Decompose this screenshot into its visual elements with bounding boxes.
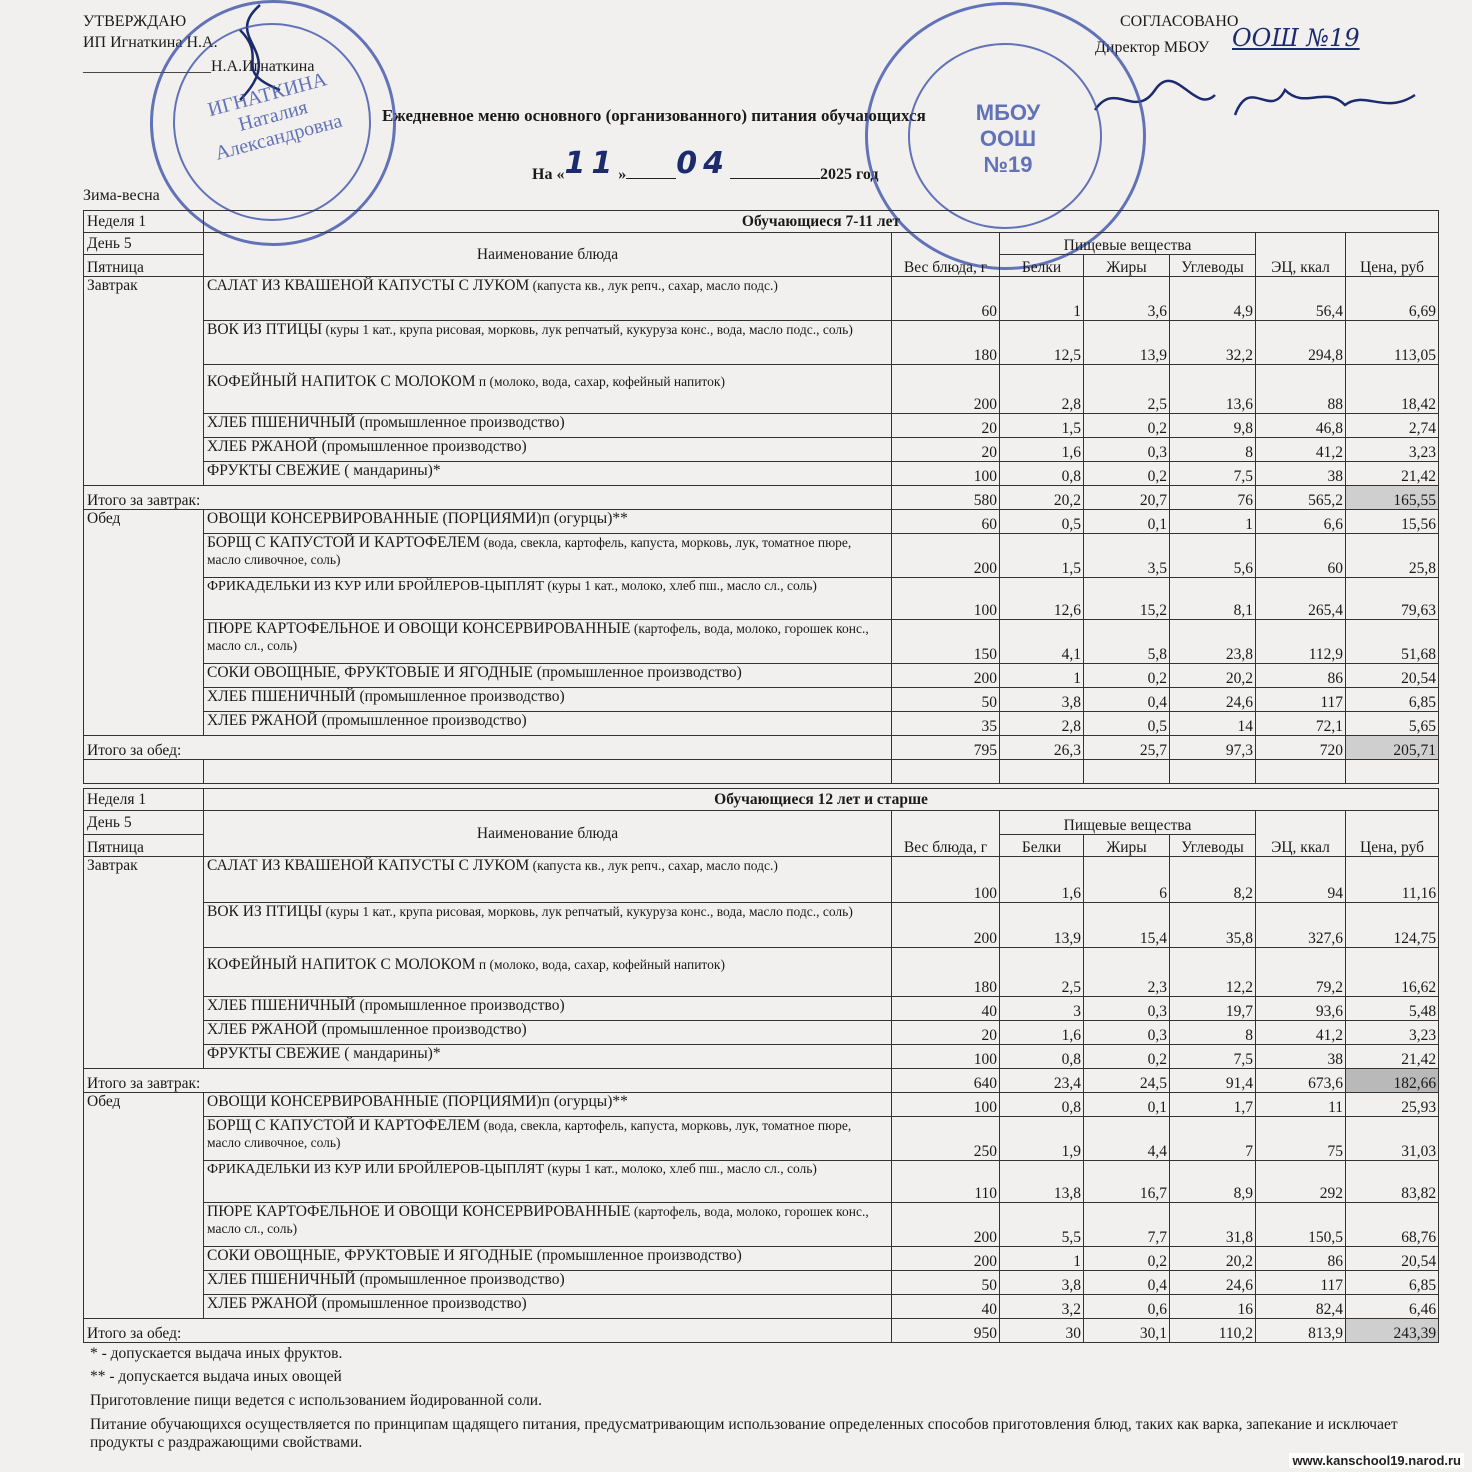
dish-name: ПЮРЕ КАРТОФЕЛЬНОЕ И ОВОЩИ КОНСЕРВИРОВАННЫЕ (картофель, вода, молоко, горошек конс., масло сл., соль) <box>204 1203 892 1247</box>
total-row <box>84 1319 1439 1343</box>
date-month-handwritten: 04 <box>676 146 730 181</box>
protein-cell: 1,6 <box>1000 438 1084 462</box>
dish-name: ОВОЩИ КОНСЕРВИРОВАННЫЕ (ПОРЦИЯМИ)п (огурцы)** <box>204 510 892 534</box>
note-gentle-diet: Питание обучающихся осуществляется по принципам щадящего питания, предусматривающим использование определенных способов приготовления блюд, таких как варка, запекание и исключает продукты с раздражающими свойствами. <box>90 1416 1398 1451</box>
carbs-cell: 23,8 <box>1170 620 1256 664</box>
fat-cell: 3,6 <box>1084 277 1170 321</box>
protein-cell: 1,6 <box>1000 1021 1084 1045</box>
total-row <box>84 1069 1439 1093</box>
carbs-cell: 110,2 <box>1170 1319 1256 1343</box>
weight-cell: 200 <box>892 903 1000 948</box>
table-row <box>84 365 1439 414</box>
carbs-cell: 16 <box>1170 1295 1256 1319</box>
energy-cell: 11 <box>1256 1093 1346 1117</box>
col-carbs: Углеводы <box>1170 835 1256 857</box>
weight-cell: 795 <box>892 736 1000 760</box>
weight-cell: 100 <box>892 462 1000 486</box>
fat-cell: 20,7 <box>1084 486 1170 510</box>
weight-cell: 20 <box>892 438 1000 462</box>
price-cell: 25,93 <box>1346 1093 1439 1117</box>
dish-name: ВОК ИЗ ПТИЦЫ (куры 1 кат., крупа рисовая, морковь, лук репчатый, кукуруза конс., вода, масло подс., соль) <box>204 903 892 948</box>
energy-cell: 673,6 <box>1256 1069 1346 1093</box>
dish-name: ФРУКТЫ СВЕЖИЕ ( мандарины)* <box>204 462 892 486</box>
price-cell: 79,63 <box>1346 578 1439 620</box>
energy-cell: 38 <box>1256 1045 1346 1069</box>
dish-name: БОРЩ С КАПУСТОЙ И КАРТОФЕЛЕМ (вода, свекла, картофель, капуста, морковь, лук, томатное пюре, масло сливочное, соль) <box>204 1117 892 1161</box>
note-iodized-salt: Приготовление пищи ведется с использованием йодированной соли. <box>90 1392 542 1409</box>
carbs-cell: 76 <box>1170 486 1256 510</box>
energy-cell: 565,2 <box>1256 486 1346 510</box>
weight-cell: 20 <box>892 414 1000 438</box>
dish-name: ПЮРЕ КАРТОФЕЛЬНОЕ И ОВОЩИ КОНСЕРВИРОВАННЫЕ (картофель, вода, молоко, горошек конс., масло сл., соль) <box>204 620 892 664</box>
energy-cell: 720 <box>1256 736 1346 760</box>
ip-stamp-text: ИГНАТКИНА Наталия Александровна <box>205 68 345 165</box>
protein-cell: 2,8 <box>1000 365 1084 414</box>
protein-cell: 12,6 <box>1000 578 1084 620</box>
fat-cell: 0,4 <box>1084 1271 1170 1295</box>
energy-cell: 86 <box>1256 664 1346 688</box>
table-row <box>84 321 1439 365</box>
fat-cell: 2,3 <box>1084 948 1170 997</box>
protein-cell: 20,2 <box>1000 486 1084 510</box>
dish-name: СОКИ ОВОЩНЫЕ, ФРУКТОВЫЕ И ЯГОДНЫЕ (промышленное производство) <box>204 1247 892 1271</box>
energy-cell: 88 <box>1256 365 1346 414</box>
dish-name: БОРЩ С КАПУСТОЙ И КАРТОФЕЛЕМ (вода, свекла, картофель, капуста, морковь, лук, томатное пюре, масло сливочное, соль) <box>204 534 892 578</box>
protein-cell: 3,8 <box>1000 688 1084 712</box>
total-row <box>84 736 1439 760</box>
energy-cell: 41,2 <box>1256 438 1346 462</box>
total-label: Итого за обед: <box>84 1319 892 1343</box>
date-prefix: На « <box>532 166 565 183</box>
menu-table-7-11 <box>83 210 1439 784</box>
table-row <box>84 1021 1439 1045</box>
col-weight: Вес блюда, г <box>892 233 1000 277</box>
carbs-cell: 4,9 <box>1170 277 1256 321</box>
agree-role: Директор МБОУ <box>1095 39 1210 56</box>
table-row <box>84 1203 1439 1247</box>
energy-cell: 94 <box>1256 857 1346 903</box>
fat-cell: 0,3 <box>1084 1021 1170 1045</box>
carbs-cell: 97,3 <box>1170 736 1256 760</box>
col-weight: Вес блюда, г <box>892 811 1000 857</box>
fat-cell: 0,4 <box>1084 688 1170 712</box>
energy-cell: 46,8 <box>1256 414 1346 438</box>
protein-cell: 3,2 <box>1000 1295 1084 1319</box>
weight-cell: 200 <box>892 664 1000 688</box>
energy-cell: 6,6 <box>1256 510 1346 534</box>
energy-cell: 265,4 <box>1256 578 1346 620</box>
agree-school-handwritten: ООШ №19 <box>1232 24 1360 52</box>
fat-cell: 5,8 <box>1084 620 1170 664</box>
col-protein: Белки <box>1000 255 1084 277</box>
weight-cell: 180 <box>892 948 1000 997</box>
protein-cell: 13,8 <box>1000 1161 1084 1203</box>
fat-cell: 24,5 <box>1084 1069 1170 1093</box>
energy-cell: 327,6 <box>1256 903 1346 948</box>
carbs-cell: 8,9 <box>1170 1161 1256 1203</box>
price-cell: 31,03 <box>1346 1117 1439 1161</box>
weight-cell: 50 <box>892 688 1000 712</box>
table-row <box>84 1117 1439 1161</box>
weight-cell: 50 <box>892 1271 1000 1295</box>
price-cell: 21,42 <box>1346 1045 1439 1069</box>
energy-cell: 60 <box>1256 534 1346 578</box>
dish-name: ХЛЕБ РЖАНОЙ (промышленное производство) <box>204 1295 892 1319</box>
price-cell: 6,85 <box>1346 688 1439 712</box>
carbs-cell: 8,2 <box>1170 857 1256 903</box>
weight-cell: 60 <box>892 510 1000 534</box>
price-cell: 16,62 <box>1346 948 1439 997</box>
price-cell: 6,85 <box>1346 1271 1439 1295</box>
energy-cell: 292 <box>1256 1161 1346 1203</box>
energy-cell: 79,2 <box>1256 948 1346 997</box>
weight-cell: 100 <box>892 578 1000 620</box>
date-mid: » <box>618 166 627 183</box>
meal-label: Завтрак <box>84 277 204 486</box>
fat-cell: 0,2 <box>1084 462 1170 486</box>
weight-cell: 100 <box>892 1045 1000 1069</box>
dish-name: ХЛЕБ РЖАНОЙ (промышленное производство) <box>204 438 892 462</box>
dish-name: ХЛЕБ ПШЕНИЧНЫЙ (промышленное производство) <box>204 997 892 1021</box>
price-total-cell: 205,71 <box>1346 736 1439 760</box>
fat-cell: 15,2 <box>1084 578 1170 620</box>
weight-cell: 180 <box>892 321 1000 365</box>
fat-cell: 0,1 <box>1084 1093 1170 1117</box>
protein-cell: 13,9 <box>1000 903 1084 948</box>
fat-cell: 16,7 <box>1084 1161 1170 1203</box>
weight-cell: 640 <box>892 1069 1000 1093</box>
age-group: Обучающиеся 7-11 лет <box>204 211 1439 233</box>
table-row <box>84 903 1439 948</box>
fat-cell: 0,1 <box>1084 510 1170 534</box>
total-row <box>84 486 1439 510</box>
agree-title: СОГЛАСОВАНО <box>1120 13 1239 30</box>
price-cell: 6,69 <box>1346 277 1439 321</box>
price-cell: 113,05 <box>1346 321 1439 365</box>
weight-cell: 580 <box>892 486 1000 510</box>
protein-cell: 0,8 <box>1000 462 1084 486</box>
carbs-cell: 7,5 <box>1170 1045 1256 1069</box>
table-row <box>84 1295 1439 1319</box>
season-label: Зима-весна <box>83 187 160 204</box>
table-row <box>84 534 1439 578</box>
weekday-label: Пятница <box>84 835 204 857</box>
weight-cell: 20 <box>892 1021 1000 1045</box>
carbs-cell: 20,2 <box>1170 1247 1256 1271</box>
protein-cell: 2,8 <box>1000 712 1084 736</box>
price-cell: 21,42 <box>1346 462 1439 486</box>
table-row <box>84 578 1439 620</box>
protein-cell: 30 <box>1000 1319 1084 1343</box>
protein-cell: 12,5 <box>1000 321 1084 365</box>
protein-cell: 3,8 <box>1000 1271 1084 1295</box>
total-label: Итого за завтрак: <box>84 1069 892 1093</box>
carbs-cell: 7 <box>1170 1117 1256 1161</box>
dish-name: ХЛЕБ ПШЕНИЧНЫЙ (промышленное производство) <box>204 414 892 438</box>
week-label: Неделя 1 <box>84 789 204 811</box>
price-total-cell: 243,39 <box>1346 1319 1439 1343</box>
table-row <box>84 997 1439 1021</box>
table-row <box>84 1271 1439 1295</box>
price-cell: 83,82 <box>1346 1161 1439 1203</box>
table-row <box>84 277 1439 321</box>
fat-cell: 13,9 <box>1084 321 1170 365</box>
note-fruits: * - допускается выдача иных фруктов. <box>90 1345 343 1362</box>
spacer-row <box>84 760 1439 784</box>
fat-cell: 0,5 <box>1084 712 1170 736</box>
menu-title: Ежедневное меню основного (организованного) питания обучающихся <box>382 106 926 125</box>
carbs-cell: 20,2 <box>1170 664 1256 688</box>
protein-cell: 1 <box>1000 1247 1084 1271</box>
fat-cell: 0,3 <box>1084 997 1170 1021</box>
carbs-cell: 8 <box>1170 1021 1256 1045</box>
carbs-cell: 91,4 <box>1170 1069 1256 1093</box>
fat-cell: 4,4 <box>1084 1117 1170 1161</box>
energy-cell: 294,8 <box>1256 321 1346 365</box>
protein-cell: 0,8 <box>1000 1093 1084 1117</box>
table-row <box>84 1045 1439 1069</box>
energy-cell: 86 <box>1256 1247 1346 1271</box>
col-protein: Белки <box>1000 835 1084 857</box>
energy-cell: 150,5 <box>1256 1203 1346 1247</box>
table-row <box>84 857 1439 903</box>
energy-cell: 813,9 <box>1256 1319 1346 1343</box>
energy-cell: 117 <box>1256 688 1346 712</box>
approve-org: ИП Игнаткина Н.А. <box>83 34 218 51</box>
total-label: Итого за завтрак: <box>84 486 892 510</box>
table-row <box>84 712 1439 736</box>
fat-cell: 0,2 <box>1084 664 1170 688</box>
weight-cell: 100 <box>892 1093 1000 1117</box>
weight-cell: 200 <box>892 1203 1000 1247</box>
fat-cell: 0,3 <box>1084 438 1170 462</box>
day-label: День 5 <box>84 233 204 255</box>
col-nutrients: Пищевые вещества <box>1000 233 1256 255</box>
col-name: Наименование блюда <box>204 811 892 857</box>
fat-cell: 25,7 <box>1084 736 1170 760</box>
price-total-cell: 182,66 <box>1346 1069 1439 1093</box>
price-cell: 20,54 <box>1346 664 1439 688</box>
energy-cell: 82,4 <box>1256 1295 1346 1319</box>
menu-table-12-plus <box>83 788 1439 1343</box>
weight-cell: 40 <box>892 997 1000 1021</box>
fat-cell: 7,7 <box>1084 1203 1170 1247</box>
energy-cell: 56,4 <box>1256 277 1346 321</box>
price-total-cell: 165,55 <box>1346 486 1439 510</box>
fat-cell: 3,5 <box>1084 534 1170 578</box>
carbs-cell: 1,7 <box>1170 1093 1256 1117</box>
dish-name: ХЛЕБ РЖАНОЙ (промышленное производство) <box>204 712 892 736</box>
price-cell: 3,23 <box>1346 1021 1439 1045</box>
carbs-cell: 9,8 <box>1170 414 1256 438</box>
price-cell: 25,8 <box>1346 534 1439 578</box>
price-cell: 3,23 <box>1346 438 1439 462</box>
dish-name: ФРИКАДЕЛЬКИ ИЗ КУР ИЛИ БРОЙЛЕРОВ-ЦЫПЛЯТ (куры 1 кат., молоко, хлеб пш., масло сл., соль) <box>204 578 892 620</box>
energy-cell: 41,2 <box>1256 1021 1346 1045</box>
protein-cell: 0,8 <box>1000 1045 1084 1069</box>
col-energy: ЭЦ, ккал <box>1256 811 1346 857</box>
meal-label: Обед <box>84 1093 204 1319</box>
dish-name: ВОК ИЗ ПТИЦЫ (куры 1 кат., крупа рисовая, морковь, лук репчатый, кукуруза конс., вода, масло подс., соль) <box>204 321 892 365</box>
price-cell: 6,46 <box>1346 1295 1439 1319</box>
weight-cell: 950 <box>892 1319 1000 1343</box>
meal-label: Обед <box>84 510 204 736</box>
carbs-cell: 1 <box>1170 510 1256 534</box>
week-label: Неделя 1 <box>84 211 204 233</box>
dish-name: ХЛЕБ ПШЕНИЧНЫЙ (промышленное производство) <box>204 688 892 712</box>
table-row <box>84 510 1439 534</box>
age-group: Обучающиеся 12 лет и старше <box>204 789 1439 811</box>
weight-cell: 150 <box>892 620 1000 664</box>
protein-cell: 4,1 <box>1000 620 1084 664</box>
fat-cell: 6 <box>1084 857 1170 903</box>
price-cell: 51,68 <box>1346 620 1439 664</box>
dish-name: КОФЕЙНЫЙ НАПИТОК С МОЛОКОМ п (молоко, вода, сахар, кофейный напиток) <box>204 365 892 414</box>
price-cell: 2,74 <box>1346 414 1439 438</box>
carbs-cell: 32,2 <box>1170 321 1256 365</box>
energy-cell: 93,6 <box>1256 997 1346 1021</box>
price-cell: 20,54 <box>1346 1247 1439 1271</box>
fat-cell: 15,4 <box>1084 903 1170 948</box>
col-fat: Жиры <box>1084 835 1170 857</box>
carbs-cell: 13,6 <box>1170 365 1256 414</box>
protein-cell: 1,5 <box>1000 414 1084 438</box>
carbs-cell: 24,6 <box>1170 688 1256 712</box>
dish-name: КОФЕЙНЫЙ НАПИТОК С МОЛОКОМ п (молоко, вода, сахар, кофейный напиток) <box>204 948 892 997</box>
table-row <box>84 1247 1439 1271</box>
weight-cell: 200 <box>892 534 1000 578</box>
meal-label: Завтрак <box>84 857 204 1069</box>
carbs-cell: 5,6 <box>1170 534 1256 578</box>
weekday-label: Пятница <box>84 255 204 277</box>
col-price: Цена, руб <box>1346 811 1439 857</box>
approve-title: УТВЕРЖДАЮ <box>83 13 187 30</box>
price-cell: 5,48 <box>1346 997 1439 1021</box>
protein-cell: 1 <box>1000 664 1084 688</box>
approve-signature-line: ________________Н.А.Игнаткина <box>83 58 315 75</box>
weight-cell: 200 <box>892 1247 1000 1271</box>
energy-cell: 75 <box>1256 1117 1346 1161</box>
price-cell: 11,16 <box>1346 857 1439 903</box>
weight-cell: 60 <box>892 277 1000 321</box>
price-cell: 124,75 <box>1346 903 1439 948</box>
table-row <box>84 1093 1439 1117</box>
date-year: 2025 год <box>819 166 879 183</box>
price-cell: 18,42 <box>1346 365 1439 414</box>
energy-cell: 112,9 <box>1256 620 1346 664</box>
table-row <box>84 414 1439 438</box>
note-vegetables: ** - допускается выдача иных овощей <box>90 1368 342 1385</box>
col-name: Наименование блюда <box>204 233 892 277</box>
dish-name: САЛАТ ИЗ КВАШЕНОЙ КАПУСТЫ С ЛУКОМ (капуста кв., лук репч., сахар, масло подс.) <box>204 277 892 321</box>
price-cell: 68,76 <box>1346 1203 1439 1247</box>
dish-name: ОВОЩИ КОНСЕРВИРОВАННЫЕ (ПОРЦИЯМИ)п (огурцы)** <box>204 1093 892 1117</box>
col-price: Цена, руб <box>1346 233 1439 277</box>
carbs-cell: 24,6 <box>1170 1271 1256 1295</box>
fat-cell: 0,2 <box>1084 1247 1170 1271</box>
weight-cell: 35 <box>892 712 1000 736</box>
protein-cell: 1 <box>1000 277 1084 321</box>
price-cell: 5,65 <box>1346 712 1439 736</box>
fat-cell: 2,5 <box>1084 365 1170 414</box>
carbs-cell: 19,7 <box>1170 997 1256 1021</box>
weight-cell: 100 <box>892 857 1000 903</box>
weight-cell: 250 <box>892 1117 1000 1161</box>
table-row <box>84 1161 1439 1203</box>
carbs-cell: 8 <box>1170 438 1256 462</box>
protein-cell: 5,5 <box>1000 1203 1084 1247</box>
protein-cell: 23,4 <box>1000 1069 1084 1093</box>
col-fat: Жиры <box>1084 255 1170 277</box>
table-row <box>84 438 1439 462</box>
weight-cell: 40 <box>892 1295 1000 1319</box>
col-carbs: Углеводы <box>1170 255 1256 277</box>
carbs-cell: 8,1 <box>1170 578 1256 620</box>
price-cell: 15,56 <box>1346 510 1439 534</box>
table-row <box>84 948 1439 997</box>
table-row <box>84 620 1439 664</box>
dish-name: ХЛЕБ РЖАНОЙ (промышленное производство) <box>204 1021 892 1045</box>
table-row <box>84 688 1439 712</box>
fat-cell: 0,2 <box>1084 1045 1170 1069</box>
total-label: Итого за обед: <box>84 736 892 760</box>
dish-name: САЛАТ ИЗ КВАШЕНОЙ КАПУСТЫ С ЛУКОМ (капуста кв., лук репч., сахар, масло подс.) <box>204 857 892 903</box>
date-line <box>532 146 879 184</box>
dish-name: ФРИКАДЕЛЬКИ ИЗ КУР ИЛИ БРОЙЛЕРОВ-ЦЫПЛЯТ (куры 1 кат., молоко, хлеб пш., масло сл., соль) <box>204 1161 892 1203</box>
carbs-cell: 12,2 <box>1170 948 1256 997</box>
dish-name: СОКИ ОВОЩНЫЕ, ФРУКТОВЫЕ И ЯГОДНЫЕ (промышленное производство) <box>204 664 892 688</box>
fat-cell: 30,1 <box>1084 1319 1170 1343</box>
protein-cell: 3 <box>1000 997 1084 1021</box>
weight-cell: 110 <box>892 1161 1000 1203</box>
table-row <box>84 462 1439 486</box>
protein-cell: 0,5 <box>1000 510 1084 534</box>
protein-cell: 1,6 <box>1000 857 1084 903</box>
carbs-cell: 7,5 <box>1170 462 1256 486</box>
carbs-cell: 14 <box>1170 712 1256 736</box>
protein-cell: 2,5 <box>1000 948 1084 997</box>
date-day-handwritten: 11 <box>564 146 619 181</box>
energy-cell: 117 <box>1256 1271 1346 1295</box>
energy-cell: 72,1 <box>1256 712 1346 736</box>
col-energy: ЭЦ, ккал <box>1256 233 1346 277</box>
protein-cell: 26,3 <box>1000 736 1084 760</box>
energy-cell: 38 <box>1256 462 1346 486</box>
protein-cell: 1,9 <box>1000 1117 1084 1161</box>
table-row <box>84 664 1439 688</box>
school-stamp-text: МБОУ ООШ №19 <box>975 100 1041 177</box>
dish-name: ФРУКТЫ СВЕЖИЕ ( мандарины)* <box>204 1045 892 1069</box>
fat-cell: 0,2 <box>1084 414 1170 438</box>
dish-name: ХЛЕБ ПШЕНИЧНЫЙ (промышленное производство) <box>204 1271 892 1295</box>
carbs-cell: 35,8 <box>1170 903 1256 948</box>
col-nutrients: Пищевые вещества <box>1000 811 1256 835</box>
watermark: www.kanschool19.narod.ru <box>1289 1453 1464 1468</box>
weight-cell: 200 <box>892 365 1000 414</box>
fat-cell: 0,6 <box>1084 1295 1170 1319</box>
protein-cell: 1,5 <box>1000 534 1084 578</box>
day-label: День 5 <box>84 811 204 835</box>
carbs-cell: 31,8 <box>1170 1203 1256 1247</box>
